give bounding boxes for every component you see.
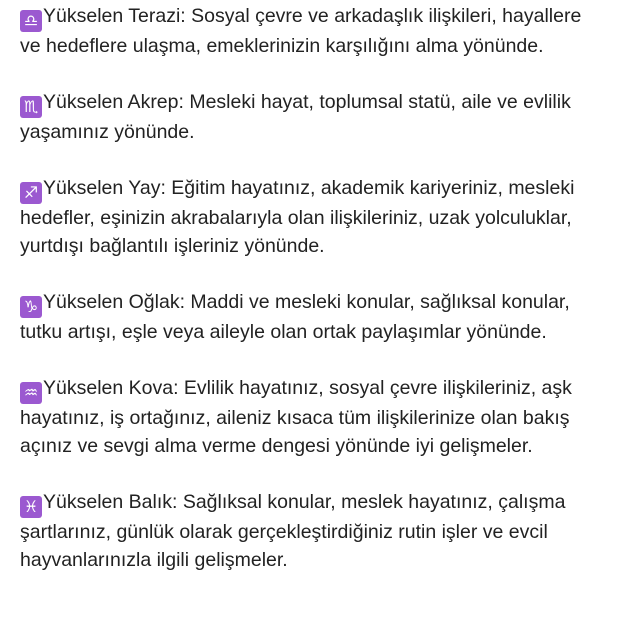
entry-libra: [20, 2, 603, 60]
entry-text: Yükselen Oğlak: Maddi ve mesleki konular, sağlıksal konular, tutku artışı, eşle veya aileyle olan ortak paylaşımlar yönünde.: [20, 291, 570, 343]
entry-capricorn: [20, 288, 603, 346]
entry-scorpio: [20, 88, 603, 146]
capricorn-icon: ♑: [20, 296, 42, 318]
entry-aquarius: [20, 374, 603, 460]
entry-text: Yükselen Terazi: Sosyal çevre ve arkadaşlık ilişkileri, hayallere ve hedeflere ulaşma, emeklerinizin karşılığını alma yönünde.: [20, 5, 582, 57]
sagittarius-icon: ♐: [20, 182, 42, 204]
aquarius-icon: ♒: [20, 382, 42, 404]
scorpio-icon: ♏: [20, 96, 42, 118]
entry-text: Yükselen Akrep: Mesleki hayat, toplumsal statü, aile ve evlilik yaşamınız yönünde.: [20, 91, 571, 143]
entry-pisces: [20, 488, 603, 574]
entry-text: Yükselen Balık: Sağlıksal konular, meslek hayatınız, çalışma şartlarınız, günlük olarak gerçekleştirdiğiniz rutin işler ve evcil hayvanlarınızla ilgili gelişmeler.: [20, 491, 566, 571]
libra-icon: ♎: [20, 10, 42, 32]
entry-text: Yükselen Kova: Evlilik hayatınız, sosyal çevre ilişkileriniz, aşk hayatınız, iş ortağınız, aileniz kısaca tüm ilişkilerinize olan bakış açınız ve sevgi alma verme dengesi yönünde iyi gelişmeler.: [20, 377, 572, 457]
pisces-icon: ♓: [20, 496, 42, 518]
entry-text: Yükselen Yay: Eğitim hayatınız, akademik kariyeriniz, mesleki hedefler, eşinizin akrabalarıyla olan ilişkileriniz, uzak yolculuklar, yurtdışı bağlantılı işleriniz yönünde.: [20, 177, 575, 257]
entry-sagittarius: [20, 174, 603, 260]
